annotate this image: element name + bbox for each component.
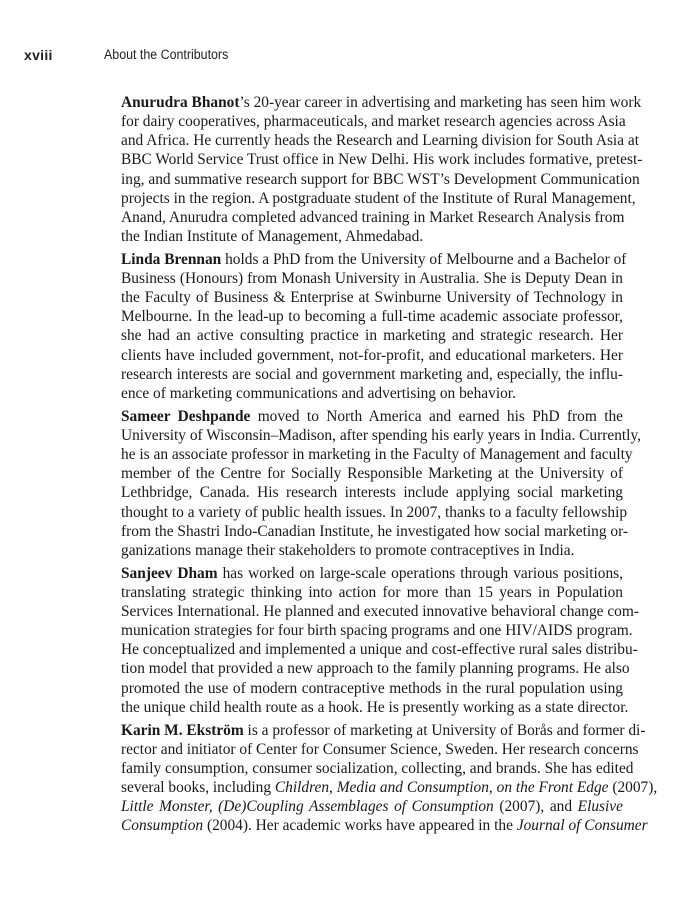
book-title: Consumption bbox=[121, 817, 204, 835]
text-segment: the Indian Institute of Management, Ahmedabad. bbox=[121, 227, 424, 245]
text-line bbox=[121, 464, 623, 483]
text-segment: (2007), and bbox=[493, 798, 578, 816]
text-segment: moved to North America and earned his PhD from the bbox=[250, 407, 623, 425]
text-line bbox=[121, 621, 633, 640]
text-line bbox=[121, 541, 623, 560]
contributor-bio bbox=[121, 250, 627, 403]
text-segment: Services International. He planned and executed innovative behavioral change com- bbox=[121, 603, 639, 621]
text-segment: He conceptualized and implemented a unique and cost-effective rural sales distribu- bbox=[121, 641, 638, 659]
text-line bbox=[121, 483, 623, 502]
text-line bbox=[121, 365, 623, 384]
text-segment: Business (Honours) from Monash University in Australia. She is Deputy Dean in bbox=[121, 270, 623, 288]
book-title: Children, Media and Consumption, on the Front Edge bbox=[274, 779, 609, 797]
text-line bbox=[121, 170, 640, 189]
text-line bbox=[121, 307, 623, 326]
text-segment: family consumption, consumer socialization, collecting, and brands. She has edited bbox=[121, 759, 634, 777]
text-line bbox=[121, 384, 623, 403]
text-segment: she had an active consulting practice in marketing and strategic research. Her bbox=[121, 327, 623, 345]
text-line bbox=[121, 426, 641, 445]
contributor-bio bbox=[121, 407, 641, 560]
text-line bbox=[121, 759, 634, 778]
text-line bbox=[121, 679, 623, 698]
text-segment: (2004). Her academic works have appeared in the bbox=[203, 817, 517, 835]
text-line bbox=[121, 93, 642, 112]
running-head-title: About the Contributors bbox=[104, 47, 229, 62]
book-title: Journal of Consumer bbox=[516, 817, 648, 835]
text-segment: ’s 20-year career in advertising and marketing has seen him work bbox=[239, 94, 642, 111]
text-line bbox=[121, 698, 629, 717]
text-segment: translating strategic thinking into action for more than 15 years in Population bbox=[121, 583, 623, 601]
text-line bbox=[121, 288, 623, 307]
contributor-name: Anurudra Bhanot bbox=[121, 94, 240, 111]
contributor-name: Linda Brennan bbox=[121, 250, 222, 268]
text-segment: ing, and summative research support for BBC WST’s Development Communication bbox=[121, 170, 640, 188]
text-segment: has worked on large-scale operations through various positions, bbox=[217, 564, 623, 582]
text-segment: is a professor of marketing at University of Borås and former di- bbox=[243, 721, 646, 739]
text-line bbox=[121, 227, 623, 246]
contributor-name: Karin M. Ekström bbox=[121, 721, 244, 739]
running-header bbox=[0, 47, 699, 67]
text-segment: promoted the use of modern contraceptive methods in the rural population using bbox=[121, 679, 623, 697]
contributor-bio bbox=[121, 564, 639, 717]
text-segment: research interests are social and government marketing and, especially, the influ- bbox=[121, 365, 623, 383]
text-line bbox=[121, 250, 627, 269]
text-segment: holds a PhD from the University of Melbourne and a Bachelor of bbox=[221, 250, 627, 268]
text-line bbox=[121, 816, 648, 835]
contributors-list bbox=[121, 93, 658, 839]
text-segment: (2007), bbox=[608, 779, 658, 797]
text-segment: BBC World Service Trust office in New Delhi. His work includes formative, pretest- bbox=[121, 151, 643, 169]
text-segment: the unique child health route as a hook. He is presently working as a state director. bbox=[121, 698, 629, 716]
text-line bbox=[121, 269, 623, 288]
text-segment: he is an associate professor in marketing in the Faculty of Management and faculty bbox=[121, 446, 633, 464]
text-segment: and Africa. He currently heads the Research and Learning division for South Asia at bbox=[121, 132, 639, 150]
text-line bbox=[121, 112, 626, 131]
text-line bbox=[121, 721, 646, 740]
text-segment: University of Wisconsin–Madison, after spending his early years in India. Currently, bbox=[121, 426, 641, 444]
text-line bbox=[121, 189, 636, 208]
text-line bbox=[121, 778, 658, 797]
page-number: xviii bbox=[24, 47, 53, 63]
text-line bbox=[121, 150, 643, 169]
text-segment: clients have included government, not-for-profit, and educational marketers. Her bbox=[121, 346, 623, 364]
text-line bbox=[121, 131, 639, 150]
text-line bbox=[121, 564, 623, 583]
text-line bbox=[121, 583, 623, 602]
text-line bbox=[121, 797, 623, 816]
book-title: Elusive bbox=[577, 798, 623, 816]
text-line bbox=[121, 326, 623, 345]
text-segment: Lethbridge, Canada. His research interests include applying social marketing bbox=[121, 484, 623, 502]
contributor-bio bbox=[121, 93, 643, 246]
text-line bbox=[121, 640, 638, 659]
text-segment: member of the Centre for Socially Responsible Marketing at the University of bbox=[121, 465, 623, 483]
text-line bbox=[121, 522, 629, 541]
contributor-name: Sanjeev Dham bbox=[121, 564, 218, 582]
text-segment: from the Shastri Indo-Canadian Institute, he investigated how social marketing or- bbox=[121, 522, 629, 540]
text-line bbox=[121, 503, 628, 522]
text-segment: munication strategies for four birth spacing programs and one HIV/AIDS program. bbox=[121, 622, 633, 640]
book-title: Little Monster, (De)Coupling Assemblages of Consumption bbox=[121, 798, 494, 816]
text-line bbox=[121, 659, 630, 678]
text-segment: Anand, Anurudra completed advanced training in Market Research Analysis from bbox=[121, 208, 625, 226]
text-line bbox=[121, 407, 623, 426]
text-segment: projects in the region. A postgraduate student of the Institute of Rural Management, bbox=[121, 189, 636, 207]
text-segment: ence of marketing communications and advertising on behavior. bbox=[121, 384, 516, 402]
text-line bbox=[121, 445, 633, 464]
text-segment: the Faculty of Business & Enterprise at Swinburne University of Technology in bbox=[121, 289, 623, 307]
text-line bbox=[121, 740, 639, 759]
text-line bbox=[121, 208, 623, 227]
text-segment: for dairy cooperatives, pharmaceuticals, and market research agencies across Asia bbox=[121, 113, 626, 131]
text-segment: Melbourne. In the lead-up to becoming a full-time academic associate professor, bbox=[121, 308, 623, 326]
contributor-bio bbox=[121, 721, 658, 836]
text-segment: thought to a variety of public health issues. In 2007, thanks to a faculty fellowship bbox=[121, 503, 628, 521]
text-segment: tion model that provided a new approach to the family planning programs. He also bbox=[121, 660, 630, 678]
text-segment: ganizations manage their stakeholders to promote contraceptives in India. bbox=[121, 541, 575, 559]
contributor-name: Sameer Deshpande bbox=[121, 407, 251, 425]
text-segment: rector and initiator of Center for Consumer Science, Sweden. Her research concerns bbox=[121, 740, 639, 758]
text-line bbox=[121, 602, 639, 621]
text-segment: several books, including bbox=[121, 779, 275, 797]
text-line bbox=[121, 346, 623, 365]
